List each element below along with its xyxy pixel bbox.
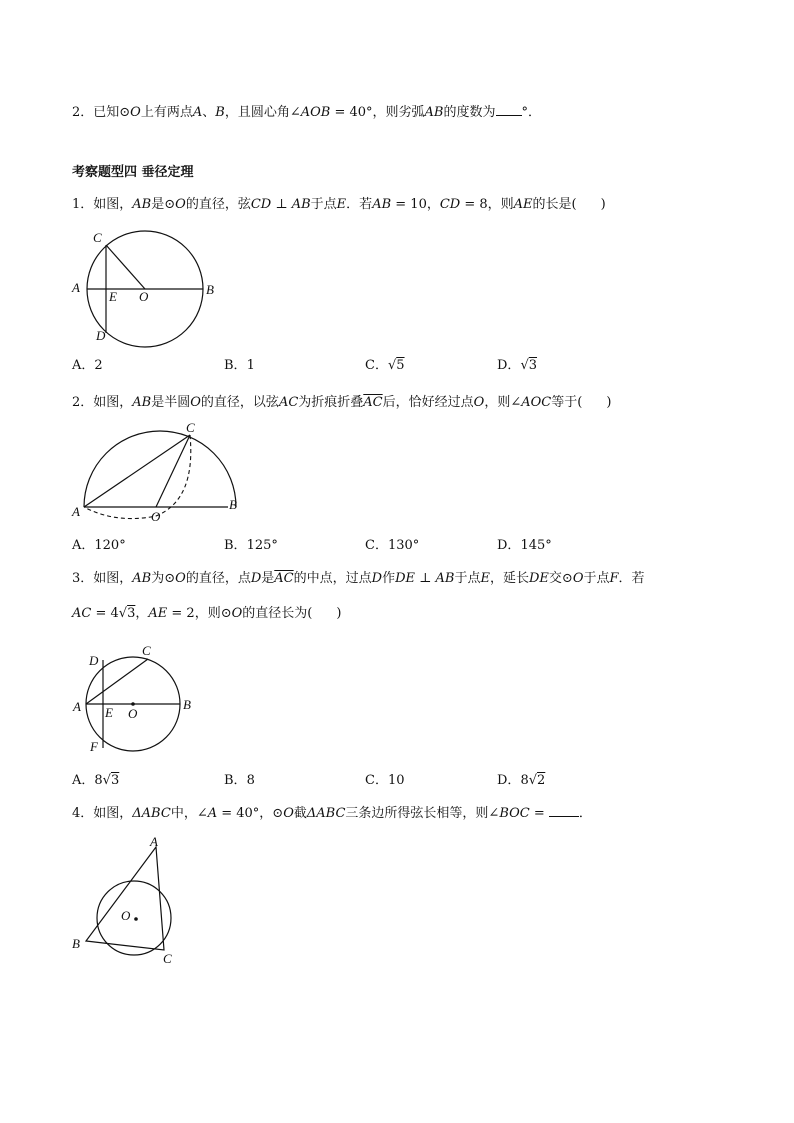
label-b: B xyxy=(229,497,237,512)
q3-option-a[interactable]: A．8√3 xyxy=(72,773,120,788)
chord-ac xyxy=(84,435,190,507)
label-c: C xyxy=(163,951,172,966)
label-f: F xyxy=(90,739,98,754)
semicircle xyxy=(84,431,236,507)
label-c: C xyxy=(142,643,151,658)
section-heading: 考察题型四 垂径定理 xyxy=(72,165,194,180)
q2-option-b[interactable]: B．125° xyxy=(224,538,278,553)
center-point xyxy=(134,917,138,921)
label-b: B xyxy=(72,936,80,951)
question-4-stem: 4．如图，ΔABC中，∠A = 40°，⊙O截ΔABC三条边所得弦长相等，则∠BOC = ． xyxy=(72,806,592,821)
radius-oc xyxy=(106,245,145,289)
label-e: E xyxy=(109,289,117,304)
q2-option-a[interactable]: A．120° xyxy=(72,538,126,553)
figure-q3 xyxy=(66,640,216,760)
figure-q2 xyxy=(66,420,256,530)
label-a: A xyxy=(72,504,80,519)
q3-option-c[interactable]: C．10 xyxy=(365,773,405,788)
question-prev-stem: 2．已知⊙O上有两点A、B，且圆心角∠AOB = 40°，则劣弧AB的度数为 °． xyxy=(72,105,542,120)
label-a: A xyxy=(72,280,80,295)
q3-option-b[interactable]: B．8 xyxy=(224,773,255,788)
figure-q1 xyxy=(60,222,240,352)
q3-option-d[interactable]: D．8√2 xyxy=(497,773,546,788)
circle-o xyxy=(97,881,171,955)
q2-option-c[interactable]: C．130° xyxy=(365,538,420,553)
label-o: O xyxy=(151,509,161,524)
answer-blank[interactable] xyxy=(496,103,522,116)
q1-option-c[interactable]: C．√5 xyxy=(365,358,405,373)
answer-blank[interactable] xyxy=(549,804,579,817)
question-2-stem: 2．如图，AB是半圆O的直径，以弦AC为折痕折叠$\overline{AC}$后，恰好经过点O，则∠AOC等于( ) xyxy=(72,395,612,410)
label-c: C xyxy=(93,230,102,245)
label-o: O xyxy=(121,908,131,923)
label-c: C xyxy=(186,420,195,435)
q2-option-d[interactable]: D．145° xyxy=(497,538,552,553)
triangle-abc xyxy=(86,847,164,950)
segment-oc xyxy=(156,435,190,507)
label-d: D xyxy=(96,328,106,343)
label-e: E xyxy=(105,705,113,720)
q1-option-a[interactable]: A．2 xyxy=(72,358,103,373)
label-o: O xyxy=(128,706,138,721)
question-1-stem: 1．如图，AB是⊙O的直径，弦CD ⊥ AB于点E．若AB = 10，CD = 8，则AE的长是( ) xyxy=(72,197,606,212)
folded-arc-dashed xyxy=(84,435,191,519)
label-d: D xyxy=(89,653,99,668)
q1-option-b[interactable]: B．1 xyxy=(224,358,255,373)
label-b: B xyxy=(206,282,214,297)
label-o: O xyxy=(139,289,149,304)
question-3-stem-line1: 3．如图，AB为⊙O的直径，点D是$\overline{AC}$的中点，过点D作DE ⊥ AB于点E，延长DE交⊙O于点F．若 xyxy=(72,571,645,586)
label-b: B xyxy=(183,697,191,712)
figure-q4 xyxy=(66,830,196,970)
label-a: A xyxy=(73,699,81,714)
q1-option-d[interactable]: D．√3 xyxy=(497,358,538,373)
question-3-stem-line2: AC = 4√3，AE = 2，则⊙O的直径长为( ) xyxy=(72,606,342,621)
label-a: A xyxy=(150,834,158,849)
